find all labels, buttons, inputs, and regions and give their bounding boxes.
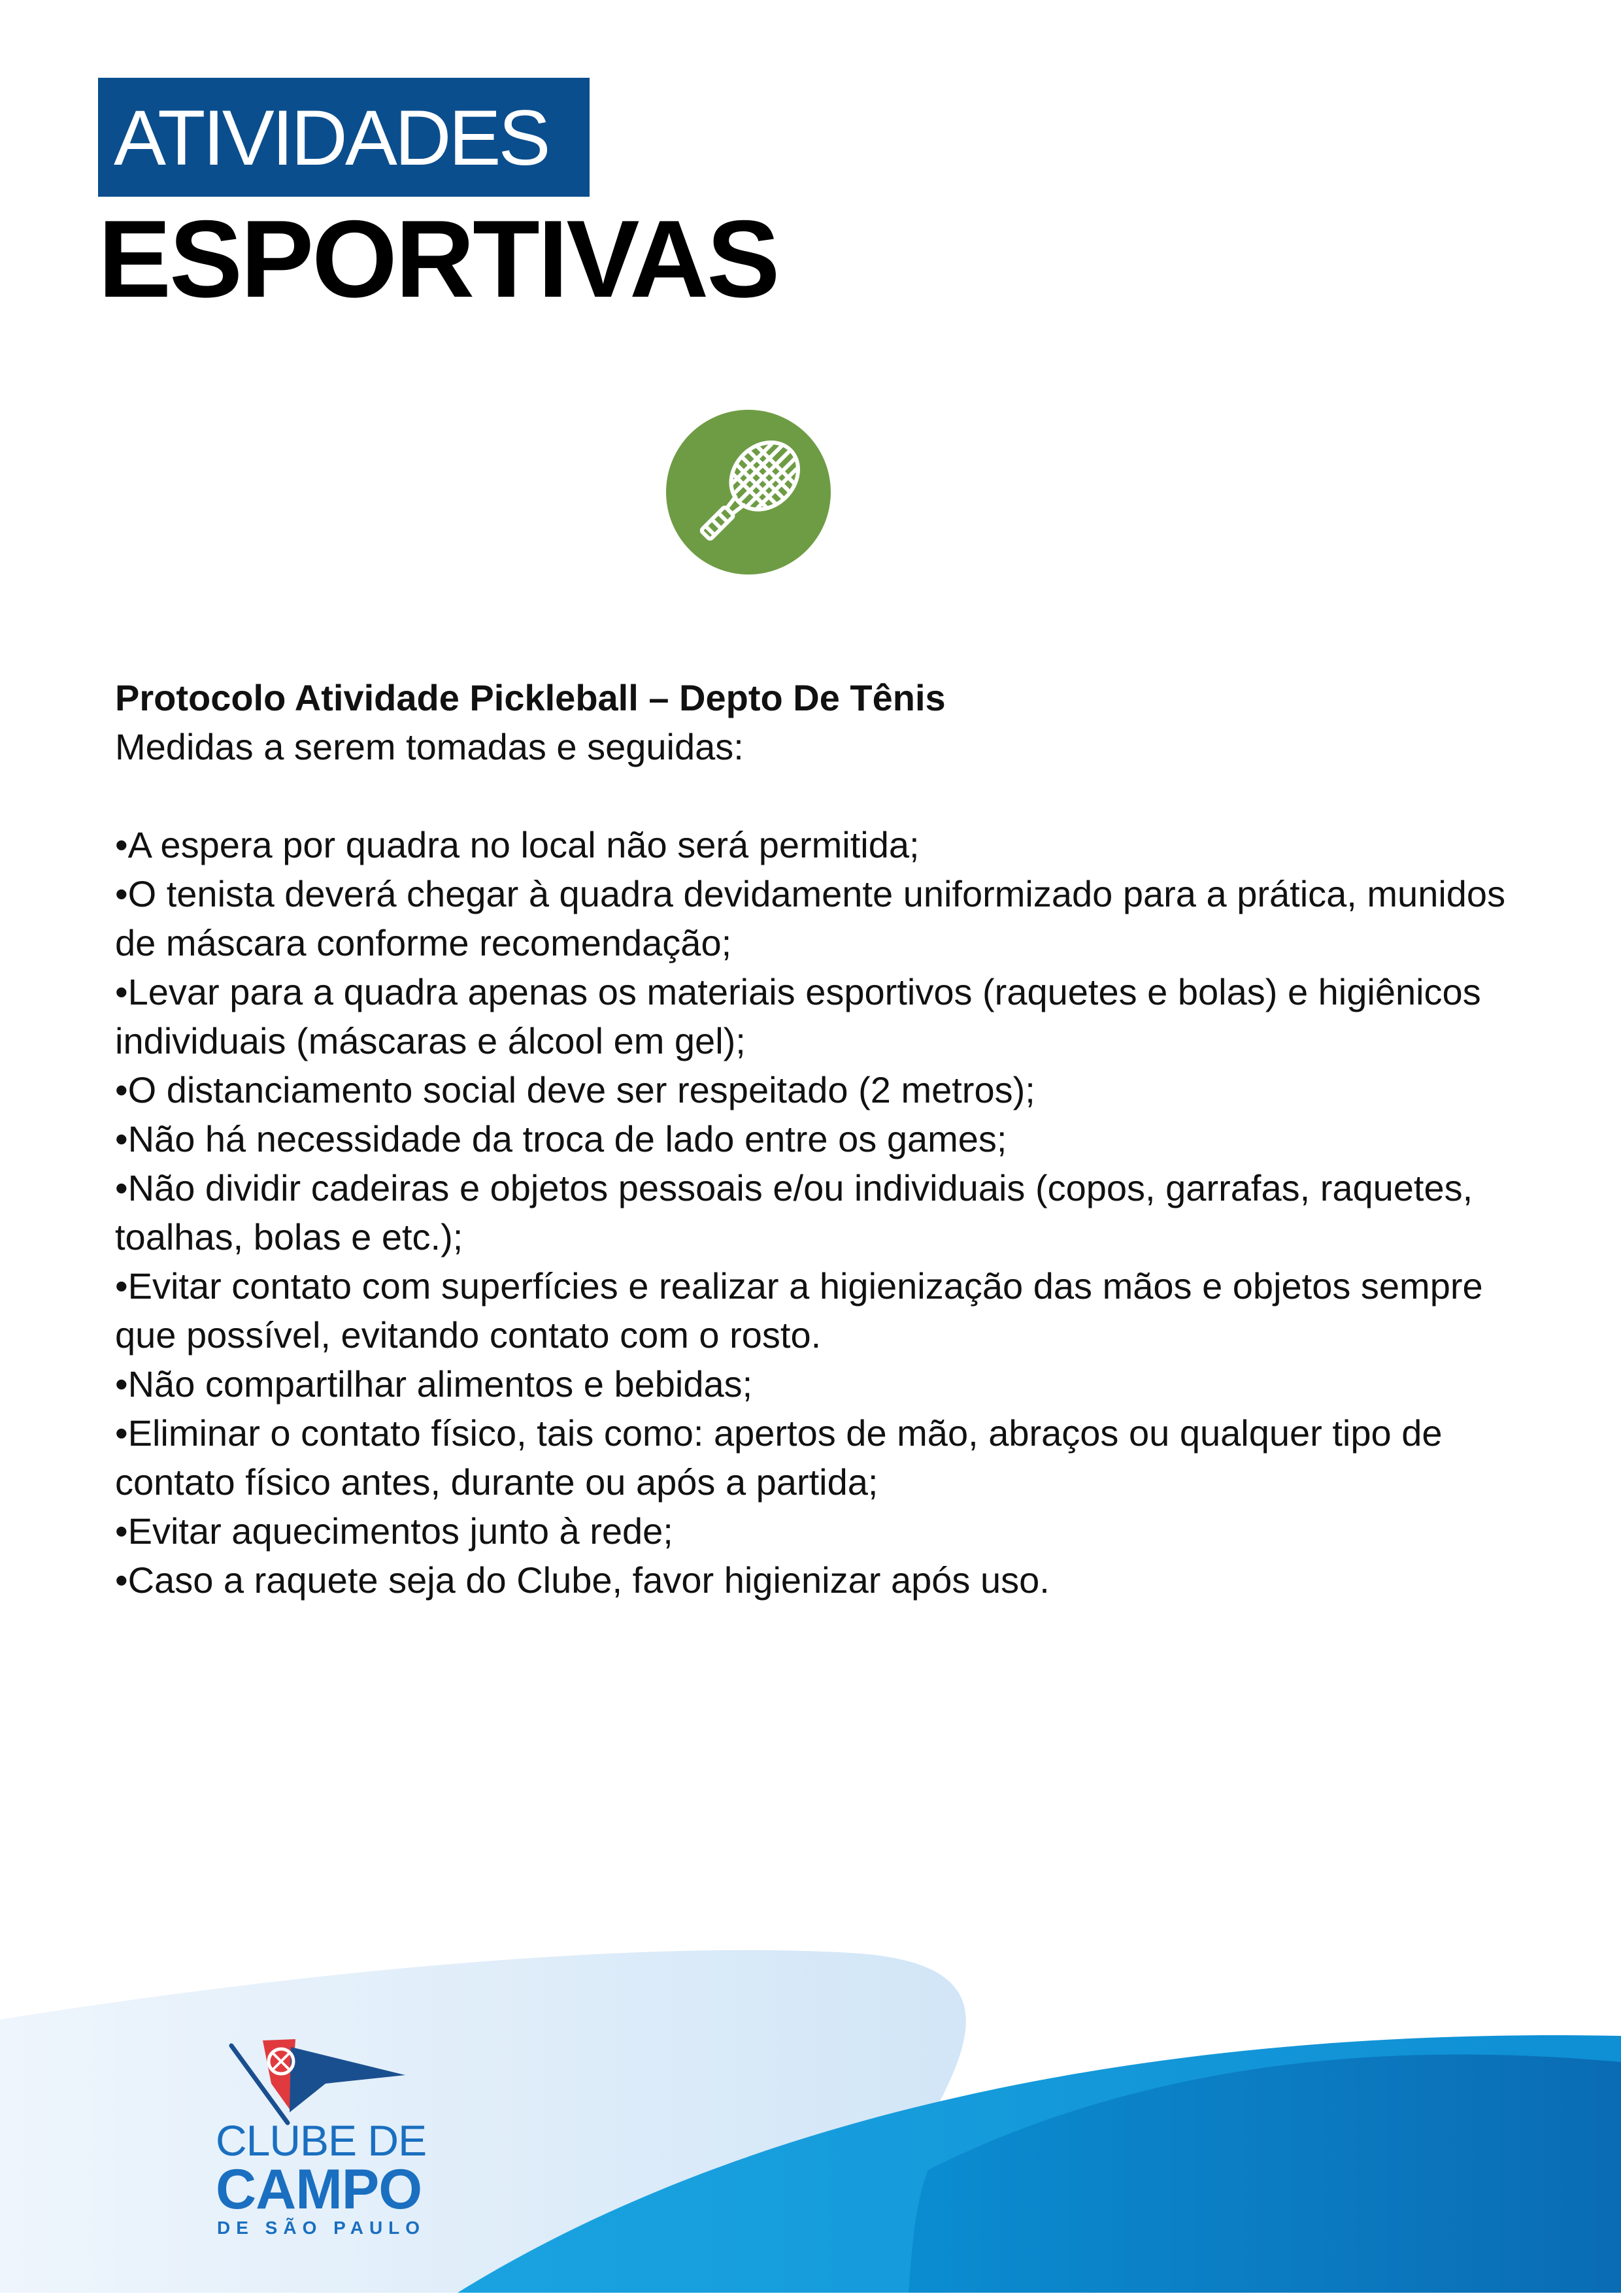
logo-text-line3: DE SÃO PAULO [217,2218,426,2238]
list-item: •Evitar contato com superfícies e realizar a higienização das mãos e objetos sempre que possível, evitando contato com o rosto. [115,1265,1483,1356]
list-item: •Levar para a quadra apenas os materiais esportivos (raquetes e bolas) e higiênicos individuais (máscaras e álcool em gel); [115,971,1481,1061]
tennis-racket-icon [665,409,831,575]
list-item: •Caso a raquete seja do Clube, favor higienizar após uso. [115,1559,1050,1601]
list-item: •Não compartilhar alimentos e bebidas; [115,1363,753,1405]
logo-text-line1: CLUBE DE [216,2116,427,2165]
list-item: •O distanciamento social deve ser respeitado (2 metros); [115,1069,1035,1110]
protocol-intro: Medidas a serem tomadas e seguidas: [115,726,744,767]
list-item: •Não há necessidade da troca de lado entre os games; [115,1118,1007,1159]
protocol-heading: Protocolo Atividade Pickleball – Depto De Tênis [115,677,946,718]
list-item: •A espera por quadra no local não será permitida; [115,824,920,865]
list-item: •Não dividir cadeiras e objetos pessoais e/ou individuais (copos, garrafas, raquetes, toalhas, bolas e etc.); [115,1167,1473,1257]
list-item: •Evitar aquecimentos junto à rede; [115,1510,673,1552]
page-title-bottom: ESPORTIVAS [98,197,778,320]
protocol-content [115,673,1520,1605]
list-item: •Eliminar o contato físico, tais como: apertos de mão, abraços ou qualquer tipo de contato físico antes, durante ou após a partida; [115,1412,1443,1503]
list-item: •O tenista deverá chegar à quadra devidamente uniformizado para a prática, munidos de máscara conforme recomendação; [115,873,1506,963]
spacer [115,771,1520,820]
logo-text-line2: CAMPO [216,2158,422,2221]
page-title-top: ATIVIDADES [114,94,548,182]
protocol-list [115,820,1520,1605]
